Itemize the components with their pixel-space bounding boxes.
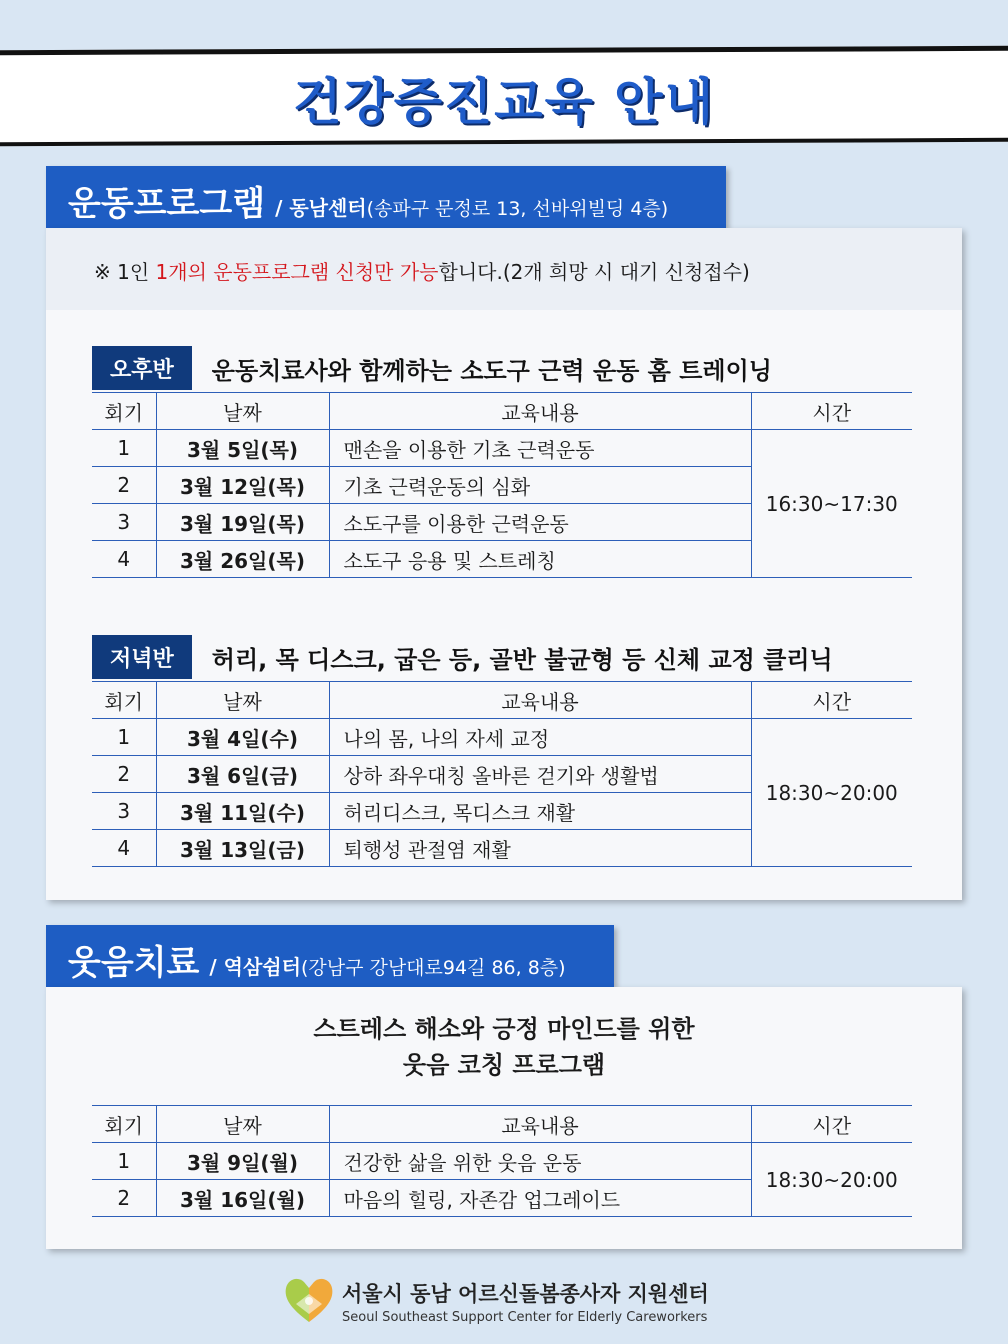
header-date: 날짜 xyxy=(156,682,329,719)
footer-name-english: Seoul Southeast Support Center for Elderly Careworkers xyxy=(342,1309,708,1325)
session-number: 2 xyxy=(92,1180,156,1217)
header-content: 교육내용 xyxy=(329,1106,751,1143)
session-number: 1 xyxy=(92,430,156,467)
notice-prefix: ※ 1인 xyxy=(94,260,156,284)
afternoon-class-header xyxy=(92,346,772,390)
session-number: 4 xyxy=(92,830,156,867)
laugh-card xyxy=(46,987,962,1249)
laugh-schedule-table xyxy=(92,1105,912,1217)
evening-class-header xyxy=(92,635,833,679)
session-content: 나의 몸, 나의 자세 교정 xyxy=(329,719,751,756)
table-header-row xyxy=(92,1106,912,1143)
exercise-card xyxy=(46,228,962,900)
afternoon-class-title: 운동치료사와 함께하는 소도구 근력 운동 홈 트레이닝 xyxy=(211,356,772,385)
header-content: 교육내용 xyxy=(329,393,751,430)
afternoon-badge: 오후반 xyxy=(92,346,192,390)
evening-schedule-table xyxy=(92,681,912,867)
laugh-section-tab xyxy=(46,925,614,987)
session-content: 허리디스크, 목디스크 재활 xyxy=(329,793,751,830)
page-title: 건강증진교육 안내 xyxy=(293,73,715,131)
session-content: 퇴행성 관절염 재활 xyxy=(329,830,751,867)
table-header-row xyxy=(92,393,912,430)
header-content: 교육내용 xyxy=(329,682,751,719)
session-number: 2 xyxy=(92,756,156,793)
table-header-row xyxy=(92,682,912,719)
session-content: 상하 좌우대칭 올바른 걷기와 생활법 xyxy=(329,756,751,793)
evening-class-title: 허리, 목 디스크, 굽은 등, 골반 불균형 등 신체 교정 클리닉 xyxy=(211,645,833,674)
session-date: 3월 19일(목) xyxy=(156,504,329,541)
session-date: 3월 26일(목) xyxy=(156,541,329,578)
header-session: 회기 xyxy=(92,393,156,430)
session-time: 18:30~20:00 xyxy=(751,719,912,867)
laugh-tab-address: (강남구 강남대로94길 86, 8층) xyxy=(300,957,566,979)
session-date: 3월 16일(월) xyxy=(156,1180,329,1217)
table-row xyxy=(92,1143,912,1180)
header-date: 날짜 xyxy=(156,393,329,430)
session-date: 3월 11일(수) xyxy=(156,793,329,830)
exercise-tab-title: 운동프로그램 xyxy=(68,184,266,224)
session-number: 1 xyxy=(92,719,156,756)
laugh-tab-location: / 역삼쉼터 xyxy=(209,955,301,979)
header-time: 시간 xyxy=(751,682,912,719)
session-content: 소도구를 이용한 근력운동 xyxy=(329,504,751,541)
laugh-tab-title: 웃음치료 xyxy=(68,943,200,983)
session-content: 건강한 삶을 위한 웃음 운동 xyxy=(329,1143,751,1180)
notice-highlight: 1개의 운동프로그램 신청만 가능 xyxy=(155,260,439,284)
footer-name-korean: 서울시 동남 어르신돌봄종사자 지원센터 xyxy=(342,1281,709,1306)
evening-badge: 저녁반 xyxy=(92,635,192,679)
exercise-tab-address: (송파구 문정로 13, 선바위빌딩 4층) xyxy=(366,198,669,220)
session-content: 맨손을 이용한 기초 근력운동 xyxy=(329,430,751,467)
session-date: 3월 12일(목) xyxy=(156,467,329,504)
session-content: 기초 근력운동의 심화 xyxy=(329,467,751,504)
session-date: 3월 13일(금) xyxy=(156,830,329,867)
table-row xyxy=(92,719,912,756)
session-time: 16:30~17:30 xyxy=(751,430,912,578)
session-date: 3월 5일(목) xyxy=(156,430,329,467)
session-number: 3 xyxy=(92,504,156,541)
header-time: 시간 xyxy=(751,393,912,430)
session-date: 3월 6일(금) xyxy=(156,756,329,793)
notice-suffix: 합니다.(2개 희망 시 대기 신청접수) xyxy=(438,260,750,284)
session-number: 1 xyxy=(92,1143,156,1180)
laugh-title-line2: 웃음 코칭 프로그램 xyxy=(402,1051,606,1079)
notice-band xyxy=(46,228,962,310)
header-session: 회기 xyxy=(92,1106,156,1143)
session-time: 18:30~20:00 xyxy=(751,1143,912,1217)
exercise-tab-location: / 동남센터 xyxy=(275,196,367,220)
session-content: 마음의 힐링, 자존감 업그레이드 xyxy=(329,1180,751,1217)
laugh-title-line1: 스트레스 해소와 긍정 마인드를 위한 xyxy=(313,1015,695,1043)
header-date: 날짜 xyxy=(156,1106,329,1143)
header-session: 회기 xyxy=(92,682,156,719)
heart-hands-logo-icon xyxy=(282,1274,336,1328)
laugh-program-title xyxy=(46,1011,962,1083)
session-date: 3월 4일(수) xyxy=(156,719,329,756)
afternoon-schedule-table xyxy=(92,392,912,578)
session-content: 소도구 응용 및 스트레칭 xyxy=(329,541,751,578)
session-date: 3월 9일(월) xyxy=(156,1143,329,1180)
session-number: 4 xyxy=(92,541,156,578)
session-number: 3 xyxy=(92,793,156,830)
header-time: 시간 xyxy=(751,1106,912,1143)
session-number: 2 xyxy=(92,467,156,504)
table-row xyxy=(92,430,912,467)
exercise-section-tab xyxy=(46,166,726,228)
footer xyxy=(282,1274,709,1328)
